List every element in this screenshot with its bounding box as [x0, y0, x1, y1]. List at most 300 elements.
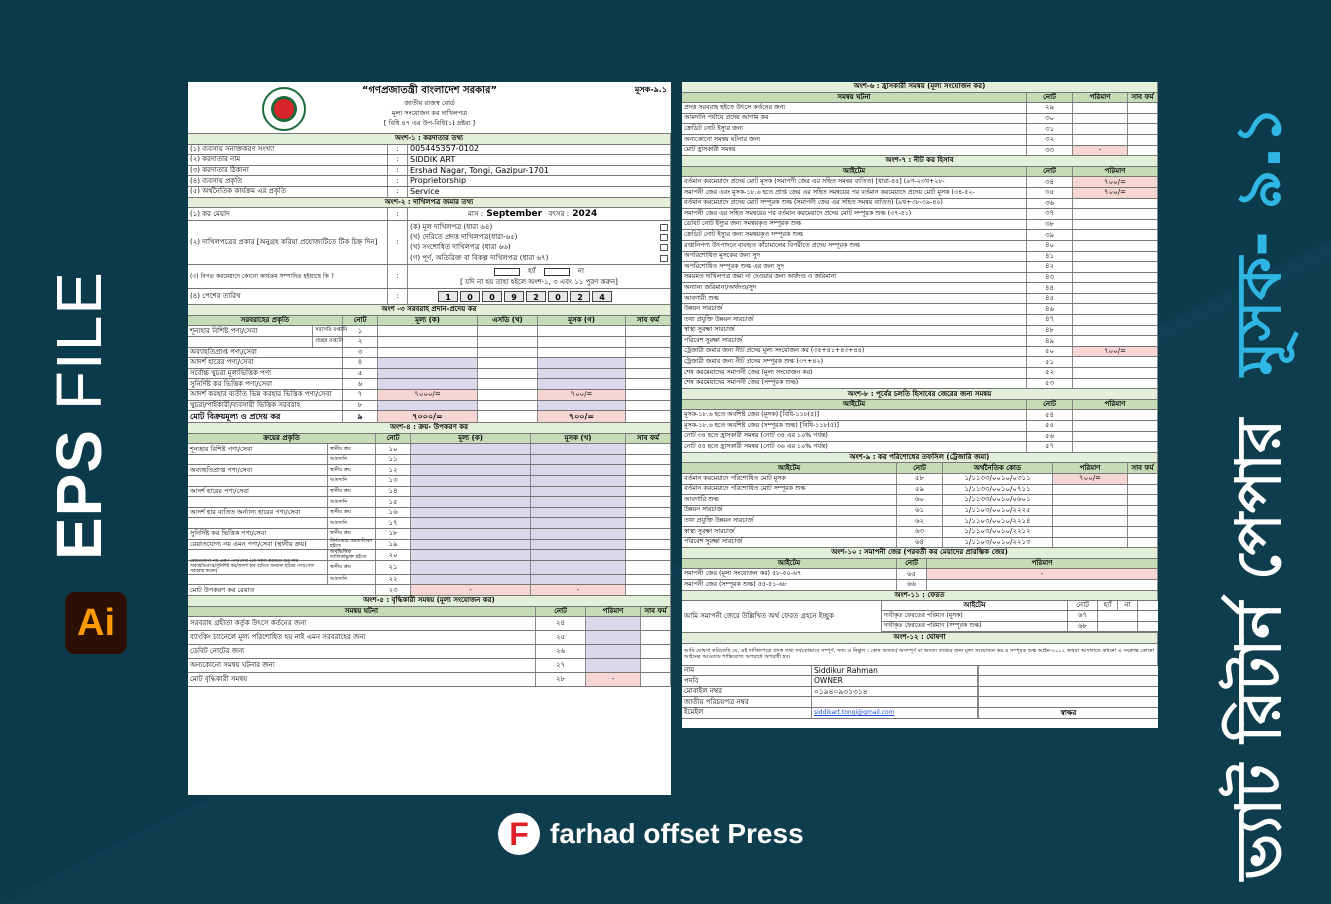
purchase-row	[188, 497, 671, 508]
vat-cell[interactable]: ৭০০/=	[538, 390, 626, 400]
subform-cell[interactable]	[626, 575, 671, 585]
subform-cell[interactable]	[626, 465, 671, 475]
note-number: ৫৪	[1027, 410, 1073, 420]
refund-item-header: আইটেম	[882, 601, 1068, 610]
treasury-payment-row	[682, 506, 1158, 517]
vat-cell[interactable]	[531, 508, 626, 518]
value-cell[interactable]	[378, 358, 478, 368]
illustrator-icon: Ai	[65, 592, 127, 654]
note-number: ৫২	[1027, 368, 1073, 378]
purchase-row	[188, 476, 671, 487]
column-header: পরিমাণ	[927, 559, 1158, 569]
treasury-payment-row	[682, 495, 1158, 506]
date-digit-box[interactable]: 0	[460, 291, 480, 302]
vat-cell[interactable]	[531, 465, 626, 475]
purchase-sub: স্থানীয় ক্রয়	[328, 465, 376, 475]
purchase-sub: স্থানীয় ক্রয়	[328, 508, 376, 518]
item-label: ট্রেজারী জমার জন্য নীট প্রদেয় সম্পূরক শুল্ক (৩৭+৪২)	[682, 357, 1027, 367]
note-number: ৫	[343, 369, 378, 379]
column-header: সরবরাহের প্রকৃতি	[188, 316, 343, 326]
subform-cell[interactable]	[641, 673, 671, 686]
subform-cell[interactable]	[641, 631, 671, 644]
value-cell[interactable]	[411, 476, 531, 486]
supply-row	[188, 401, 671, 412]
vat-cell[interactable]: ৭০০/=	[538, 411, 626, 422]
vat-cell[interactable]	[538, 326, 626, 336]
note-number: ৪২	[1027, 262, 1073, 272]
subform-cell[interactable]	[1128, 527, 1158, 537]
vat-cell[interactable]	[531, 497, 626, 507]
date-digit-box[interactable]: 4	[592, 291, 612, 302]
amount-cell[interactable]	[586, 631, 641, 644]
amount-cell[interactable]: ৭০০/=	[1073, 188, 1158, 198]
subform-cell[interactable]	[1128, 538, 1158, 548]
economic-code: ১/১১০৩/০০১০/২২১২	[943, 527, 1053, 537]
period-value: মাস : September বৎসর : 2024	[408, 208, 671, 220]
purchase-nature: রেয়াতযোগ্য নয় এরূপ পণ্য/সেবা (যে সকল করদাতা শুধু মাত্র অব্যাহতিপ্রাপ্ত/সুনির্দিষ্ট কর/আদর্শ হার ব্যতিত অন্যান্য হারের পণ্য/সেবা সরবরাহ করেন)	[188, 561, 328, 574]
vat-cell[interactable]	[538, 358, 626, 368]
amount-cell[interactable]	[1073, 368, 1158, 378]
vat-cell[interactable]	[531, 455, 626, 465]
brand	[498, 812, 804, 856]
adjustment-event: ডেবিট নোটের জন্য	[188, 645, 536, 658]
sd-cell[interactable]	[478, 401, 538, 411]
vat-cell[interactable]	[531, 540, 626, 550]
subform-cell[interactable]	[1128, 135, 1158, 145]
value-cell[interactable]	[411, 444, 531, 454]
amount-cell[interactable]	[1073, 410, 1158, 420]
checkbox[interactable]	[660, 224, 668, 231]
value-cell[interactable]	[378, 379, 478, 389]
amount-cell[interactable]: -	[1073, 146, 1128, 156]
item-label: আবগারি শুল্ক	[682, 495, 897, 505]
amount-cell[interactable]	[927, 580, 1158, 590]
field-label: (২) করদাতার নাম	[188, 155, 388, 165]
increasing-adjustment-row	[188, 659, 671, 673]
column-header: নোট	[1027, 167, 1073, 177]
note-number: ২২	[376, 575, 411, 585]
previous-balance-row	[682, 410, 1158, 421]
sd-cell[interactable]	[478, 411, 538, 422]
column-header: মূল্য (ক)	[378, 316, 478, 326]
date-digit-box[interactable]: 0	[482, 291, 502, 302]
purchase-nature: মোট উপকরণ কর রেয়াত	[188, 585, 376, 595]
amount-cell[interactable]	[1053, 527, 1128, 537]
refund-question: আমি সমাপনী জেরে উল্লিখিত অর্থ ফেরত গ্রহনে ইচ্ছুক	[682, 601, 882, 632]
column-header: নোট	[536, 607, 586, 617]
increasing-adjustment-row	[188, 631, 671, 645]
item-label: নোট ৩৪ হতে হ্রাসকারী সমন্বয় (নোট ৩৪ এর ১০% পর্যন্ত)	[682, 432, 1027, 442]
submission-date[interactable]	[408, 289, 671, 304]
date-digit-box[interactable]: 2	[570, 291, 590, 302]
value-cell[interactable]	[411, 540, 531, 550]
date-digit-box[interactable]: 2	[526, 291, 546, 302]
sd-cell[interactable]	[478, 337, 538, 347]
column-header: নোট	[897, 463, 943, 473]
item-label: ট্রেজারী জমার জন্য নীট প্রদেয় মূল্য সংযোজন কর (৩৫+৪১+৪৩+৪৪)	[682, 347, 1027, 357]
vat-cell[interactable]	[538, 379, 626, 389]
value-cell[interactable]	[378, 326, 478, 336]
net-tax-row	[682, 315, 1158, 326]
taxpayer-info-row	[188, 166, 671, 177]
note-number: ৪৭	[1027, 315, 1073, 325]
government-title: “গণপ্রজাতন্ত্রী বাংলাদেশ সরকার”	[361, 85, 498, 96]
declaration-value[interactable]	[812, 697, 978, 707]
note-number: ২৯	[1027, 103, 1073, 113]
note-number: ৪০	[1027, 241, 1073, 251]
vat-cell[interactable]	[538, 348, 626, 358]
note-number: ৩০	[1027, 114, 1073, 124]
return-type-label: (২) দাখিলপত্রের প্রকার [অনুগ্রহ করিয়া প্রযোজ্যটিতে টিক চিহ্ন দিন]	[188, 221, 388, 264]
declaration-label: মোবাইল নম্বর	[682, 687, 812, 697]
supply-row	[188, 390, 671, 401]
supply-row	[188, 337, 671, 348]
item-label: শেষ করমেয়াদের সমাপনী জের (মূল্য সংযোজন কর)	[682, 368, 1027, 378]
note-number: ৩৬	[1027, 199, 1073, 209]
declaration-value[interactable]: Siddikur Rahman	[812, 666, 978, 676]
amount-cell[interactable]	[1073, 379, 1158, 389]
amount-cell[interactable]	[1073, 421, 1158, 431]
column-header: আইটেম	[682, 559, 897, 569]
vat-cell[interactable]	[531, 561, 626, 574]
sd-cell[interactable]	[478, 358, 538, 368]
declaration-value[interactable]: siddikart.tongi@gmail.com	[812, 708, 978, 718]
section-8-title: অংশ-৮ : পূর্বের চলতি হিসাবের জেরের জন্য সমন্বয়	[682, 389, 1158, 399]
subform-cell[interactable]	[626, 561, 671, 574]
checkbox[interactable]	[660, 234, 668, 241]
column-header: নোট	[897, 559, 927, 569]
note-number: ৫৯	[897, 485, 943, 495]
eps-file-label: EPS FILE	[43, 271, 115, 560]
net-tax-row	[682, 209, 1158, 220]
value-cell[interactable]	[411, 487, 531, 497]
note-number: ১৮	[376, 529, 411, 539]
purchase-sub: স্থানীয় ক্রয়	[328, 487, 376, 497]
field-value[interactable]: 005445357-0102	[408, 145, 671, 155]
subform-cell[interactable]	[1128, 114, 1158, 124]
amount-cell[interactable]: -	[586, 673, 641, 686]
value-cell[interactable]	[378, 401, 478, 411]
declaration-value[interactable]: ০১৯৪০৯৩১৩১৪	[812, 687, 978, 697]
subform-cell[interactable]	[626, 476, 671, 486]
amount-cell[interactable]: -	[927, 569, 1158, 579]
subform-cell[interactable]	[626, 529, 671, 539]
note-number: ৯	[343, 411, 378, 422]
vat-cell[interactable]	[531, 550, 626, 560]
amount-cell[interactable]	[586, 617, 641, 630]
subform-cell[interactable]	[626, 540, 671, 550]
subform-cell[interactable]	[626, 508, 671, 518]
value-cell[interactable]	[411, 561, 531, 574]
note-number: ২৭	[536, 659, 586, 672]
amount-cell[interactable]: ৭০০/=	[1053, 474, 1128, 484]
value-cell[interactable]	[411, 465, 531, 475]
note-number: ৬৭	[1068, 611, 1098, 621]
purchase-row	[188, 508, 671, 519]
subform-cell[interactable]	[1128, 103, 1158, 113]
value-cell[interactable]	[378, 369, 478, 379]
amount-cell[interactable]	[1053, 485, 1128, 495]
subform-cell[interactable]	[626, 369, 671, 379]
increasing-adjustment-row	[188, 645, 671, 659]
refund-yes[interactable]: হ্যাঁ	[1098, 601, 1118, 610]
subform-cell[interactable]	[1128, 506, 1158, 516]
taxpayer-info-row	[188, 176, 671, 187]
subform-cell[interactable]	[1128, 495, 1158, 505]
section-1-title: অংশ-১ : করদাতার তথ্য	[188, 134, 671, 144]
amount-cell[interactable]	[1073, 357, 1158, 367]
net-tax-row	[682, 273, 1158, 284]
purchase-sub: স্থানীয় ক্রয়	[328, 444, 376, 454]
item-label: প্রদত্ত সরবরাহ হইতে উৎসে কর্তনের জন্য	[682, 103, 1027, 113]
supply-nature: আদর্শ হারের পণ্য/সেবা	[188, 358, 343, 368]
amount-cell[interactable]	[1073, 241, 1158, 251]
economic-code: ১/১১০৩/০০১০/২২১৩	[943, 538, 1053, 548]
return-title: মূল্য সংযোজন কর দাখিলপত্র	[391, 109, 468, 117]
checkbox[interactable]	[660, 244, 668, 251]
sd-cell[interactable]	[478, 369, 538, 379]
refund-note-header: নোট	[1068, 601, 1098, 610]
declaration-label: জাতীয় পরিচয়পত্র নম্বর	[682, 697, 812, 707]
subform-cell[interactable]	[641, 659, 671, 672]
increasing-adjustment-row	[188, 673, 671, 687]
colon: :	[388, 166, 408, 176]
subform-cell[interactable]	[626, 487, 671, 497]
vat-cell[interactable]	[531, 575, 626, 585]
form-header	[188, 82, 671, 134]
subform-cell[interactable]	[626, 337, 671, 347]
sd-cell[interactable]	[478, 390, 538, 400]
vat-cell[interactable]	[531, 444, 626, 454]
sd-cell[interactable]	[478, 379, 538, 389]
vat-cell[interactable]	[531, 487, 626, 497]
amount-cell[interactable]	[1073, 135, 1128, 145]
amount-cell[interactable]	[1073, 432, 1158, 442]
supply-nature: খুচরা/পাইকারী/ব্যবসায়ী ভিত্তিক সরবরাহ	[188, 401, 343, 411]
refund-amount[interactable]	[1098, 611, 1138, 621]
subform-cell[interactable]	[626, 358, 671, 368]
subform-cell[interactable]	[1128, 516, 1158, 526]
field-label: (৩) করদাতার ঠিকানা	[188, 166, 388, 176]
declaration-label: ইমেইল	[682, 708, 812, 718]
value-cell[interactable]	[411, 529, 531, 539]
vat-cell[interactable]	[538, 401, 626, 411]
subform-cell[interactable]	[626, 326, 671, 336]
supply-nature: আদর্শ করহার ব্যতীত ভিন্ন করহার ভিত্তিক পণ্য/সেবা	[188, 390, 343, 400]
note-number: ১৯	[376, 540, 411, 550]
supply-nature: অব্যাহতিপ্রাপ্ত পণ্য/সেবা	[188, 348, 343, 358]
submission-date-label: (৪) পেশের তারিখ	[188, 289, 388, 304]
vat-cell[interactable]	[531, 518, 626, 528]
vat-cell[interactable]: -	[531, 585, 626, 595]
subform-cell[interactable]	[1128, 485, 1158, 495]
purchase-nature: অব্যাহতিপ্রাপ্ত পণ্য/সেবা	[188, 465, 328, 475]
note-number: ৫৫	[1027, 421, 1073, 431]
note-number: ২	[343, 337, 378, 347]
field-label: (৫) অর্থনৈতিক কার্যক্রম এর প্রকৃতি	[188, 187, 388, 197]
column-header: নোট	[1027, 400, 1073, 410]
amount-cell[interactable]	[586, 645, 641, 658]
subform-cell[interactable]	[626, 390, 671, 400]
amount-cell[interactable]	[1073, 114, 1128, 124]
amount-cell[interactable]	[1073, 326, 1158, 336]
amount-cell[interactable]	[586, 659, 641, 672]
net-tax-row	[682, 283, 1158, 294]
declaration-label: নাম	[682, 666, 812, 676]
checkbox[interactable]	[660, 255, 668, 262]
amount-cell[interactable]	[1073, 273, 1158, 283]
column-header: আইটেম	[682, 463, 897, 473]
vat-cell[interactable]	[538, 369, 626, 379]
column-header: পরিমাণ	[1073, 167, 1158, 177]
column-header: সমন্বয় ঘটনা	[188, 607, 536, 617]
item-label: সমাপনী জের (সম্পূরক শুল্ক) ৫৫-৫১-৬৮	[682, 580, 897, 590]
vat-cell[interactable]	[531, 476, 626, 486]
subform-cell[interactable]	[626, 497, 671, 507]
amount-cell[interactable]	[1073, 209, 1158, 219]
amount-cell[interactable]	[1073, 304, 1158, 314]
vat-return-page-1: “গণপ্রজাতন্ত্রী বাংলাদেশ সরকার” জাতীয় রাজস্ব বোর্ড মূল্য সংযোজন কর দাখিলপত্র [ বিধি ৪৭ এর উপ-বিধি(১) দ্রষ্টব্য ] মূসক-৯.১ অংশ-১ : করদাতার তথ্য (১) ব্যবসায় সনাক্তকরণ সংখ্যা : 005445357-0102 (২) করদাতার নাম : SIDDIK ART (৩) করদাতার ঠিকানা : Ershad Nagar, Tongi, Gazipur-1701 (৪) ব্যবসায় প্রকৃতি : Proprietorship (৫) অর্থনৈতিক কার্যক্রম এর প্রকৃতি : Service অংশ-২ : দাখিলপত্র জমার তথ্য (১) কর মেয়াদ : মাস : September বৎসর : 2024 (২) দাখিলপত্রের প্রকার [অনুগ্রহ করিয়া প্রযোজ্যটিতে টিক চিহ্ন দিন] : (ক) মূল দাখিলপত্র (ধারা ৬৪) (খ) দেরিতে প্রদত্ত দাখিলপত্র(ধারা-৬৫) (খ) সংশোধিত দাখিলপত্র (ধারা ৬৬) (গ) পূর্ণ, অতিরিক্ত বা বিকল্প দাখিলপত্র (ধারা ৬৭) (৩) বিগত করমেয়াদে কোনো কার্যক্রম সম্পাদিত হইয়াছে কি ? : হ্যাঁ না [ যদি না হয় তাহা হইলে অংশ-১, ৩ এবং ১১ পুরণ করুন] (৪) পেশের তারিখ : 1 0 0 9 2 0 2 4 অংশ -৩ সরবরাহ প্রদান-প্রদেয় কর সরবরাহের প্রকৃতি নোট মূল্য (ক) এসডি (খ) মূসক (গ) সাব ফর্ম শূন্যহার বিশিষ্ট পণ্য/সেবা সরাসরি রপ্তানি ১ প্রচ্ছন্ন রপ্তানি ২ অব্যাহতিপ্রাপ্ত পণ্য/সেবা ৩ আদর্শ হারের পণ্য/সেবা ৪ সর্বোচ্চ খুচরা মূল্যভিত্তিক পণ্য ৫ সুনির্দিষ্ট কর ভিত্তিক পণ্য/সেবা ৬ আদর্শ করহার ব্যতীত ভিন্ন করহার ভিত্তিক পণ্য/সেবা ৭ ৭০০০/= ৭০০/= খুচরা/পাইকারী/ব্যবসায়ী ভিত্তিক সরবরাহ ৮ মোট বিক্রয়মূল্য ও প্রদেয় কর ৯ ৭০০০/= ৭০০/= অংশ-৪ : ক্রয়- উপকরণ কর ক্রয়ের প্রকৃতি নোট মূল্য (ক) মূসক (খ) সাব ফর্ম শূন্যহার বিশিষ্ট পণ্য/সেবা স্থানীয় ক্রয় ১০ আমদানি ১১ অব্যাহতিপ্রাপ্ত পণ্য/সেবা স্থানীয় ক্রয় ১২ আমদানি ১৩ আদর্শ হারের পণ্য/সেবা স্থানীয় ক্রয় ১৪ আমদানি ১৫ আদর্শ হার ব্যতিত অর্ন্যান্য হারের পণ্য/সেবা স্থানীয় ক্রয় ১৬ আমদানি ১৭ সুনির্দিষ্ট কর ভিত্তিক পণ্য/সেবা স্থানীয় ক্রয় ১৮ রেয়াতযোগ্য নয় এমন পণ্য/সেবা (স্থানীয় ক্রয়) টার্নওভার করতালিকা হইতে ১৯ অর্থভিত্তিক তালিকাভুক্ত হইতে ২০ রেয়াতযোগ্য নয় এরূপ পণ্য/সেবা (যে সকল করদাতা শুধু মাত্র অব্যাহতিপ্রাপ্ত/সুনির্দিষ্ট কর/আদর্শ হার ব্যতিত অন্যান্য হারের পণ্য/সেবা সরবরাহ করেন) স্থানীয় ক্রয় ২১ আমদানি ২২ মোট উপকরণ কর রেয়াত ২৩ - - অংশ-৫ : বৃদ্ধিকারী সমন্বয় (মূল্য সংযোজন কর) সমন্বয় ঘটনা নোট পরিমাণ সাব ফর্ম সরবরাহ গ্রহীতা কর্তৃক উৎসে কর্তনের জন্য ২৪ ব্যাংকিং চ্যানেলে মূল্য পরিশোধিত হয় নাই এমন সরবরাহের জন্য ২৫ ডেবিট নোটের জন্য ২৬ অন্যকোনো সমন্বয় ঘটনার জন্য ২৭ মোট বৃদ্ধিকারী সমন্বয় ২৮ -	[188, 82, 671, 795]
period-label: (১) কর মেয়াদ	[188, 208, 388, 220]
amount-cell[interactable]	[1073, 252, 1158, 262]
previous-activity-options: হ্যাঁ না [ যদি না হয় তাহা হইলে অংশ-১, ৩ এবং ১১ পুরণ করুন]	[408, 265, 671, 288]
note-number: ২৪	[536, 617, 586, 630]
note-number: ৪৬	[1027, 304, 1073, 314]
amount-cell[interactable]	[1073, 294, 1158, 304]
subform-cell[interactable]	[626, 379, 671, 389]
refund-row	[882, 611, 1158, 622]
subform-cell[interactable]	[626, 348, 671, 358]
value-cell[interactable]	[411, 518, 531, 528]
date-digit-box[interactable]: 1	[438, 291, 458, 302]
amount-cell[interactable]	[1053, 495, 1128, 505]
note-number: ৩৪	[1027, 177, 1073, 187]
subform-cell[interactable]	[641, 617, 671, 630]
net-tax-row	[682, 241, 1158, 252]
subform-cell[interactable]	[626, 411, 671, 422]
value-cell[interactable]	[411, 497, 531, 507]
field-value[interactable]: Proprietorship	[408, 176, 671, 186]
subform-cell[interactable]	[641, 645, 671, 658]
value-cell[interactable]	[411, 455, 531, 465]
note-number: ৬১	[897, 506, 943, 516]
treasury-payment-row	[682, 527, 1158, 538]
note-number: ৪৩	[1027, 273, 1073, 283]
vat-cell[interactable]	[538, 337, 626, 347]
amount-cell[interactable]: ৭০০/=	[1073, 347, 1158, 357]
item-label: মূসক-১৮.৬ হতে অবশিষ্ট জের (সম্পূরক শুল্ক) [বিধি-১১৮(৫)]	[682, 421, 1027, 431]
date-digit-box[interactable]: 0	[548, 291, 568, 302]
net-tax-row	[682, 252, 1158, 263]
amount-cell[interactable]	[1053, 506, 1128, 516]
amount-cell[interactable]	[1073, 283, 1158, 293]
date-digit-box[interactable]: 9	[504, 291, 524, 302]
net-tax-row	[682, 220, 1158, 231]
amount-cell[interactable]: ৭০০/=	[1073, 177, 1158, 187]
amount-cell[interactable]	[1073, 220, 1158, 230]
field-value[interactable]: Service	[408, 187, 671, 197]
subform-cell[interactable]	[626, 401, 671, 411]
amount-cell[interactable]	[1073, 230, 1158, 240]
item-label: অপরিশোধিত সম্পূরক শুল্ক এর জন্য সুদ	[682, 262, 1027, 272]
previous-balance-row	[682, 442, 1158, 453]
field-value[interactable]: Ershad Nagar, Tongi, Gazipur-1701	[408, 166, 671, 176]
note-number: ৬৪	[897, 538, 943, 548]
item-label: সমাপনী জের (মূল্য সংযোজন কর) ৫৮-৫০-৬৭	[682, 569, 897, 579]
taxpayer-info-row	[188, 187, 671, 198]
amount-cell[interactable]	[1073, 199, 1158, 209]
note-number: ১	[343, 326, 378, 336]
amount-cell[interactable]	[1073, 315, 1158, 325]
subform-cell[interactable]	[1128, 124, 1158, 134]
form-number: মূসক-৯.১	[634, 85, 667, 94]
sd-cell[interactable]	[478, 326, 538, 336]
amount-cell[interactable]	[1073, 103, 1128, 113]
purchase-row	[188, 455, 671, 466]
note-number: ৪৫	[1027, 294, 1073, 304]
amount-cell[interactable]	[1053, 516, 1128, 526]
value-cell[interactable]	[378, 337, 478, 347]
subform-cell[interactable]	[626, 550, 671, 560]
adjustment-event: সরবরাহ গ্রহীতা কর্তৃক উৎসে কর্তনের জন্য	[188, 617, 536, 630]
value-cell[interactable]	[411, 575, 531, 585]
net-tax-row	[682, 199, 1158, 210]
value-cell[interactable]: ৭০০০/=	[378, 390, 478, 400]
amount-cell[interactable]	[1073, 442, 1158, 452]
purchase-nature: আদর্শ হারের পণ্য/সেবা	[188, 487, 328, 497]
supply-sub: প্রচ্ছন্ন রপ্তানি	[313, 337, 343, 347]
sd-cell[interactable]	[478, 348, 538, 358]
note-number: ১৩	[376, 476, 411, 486]
value-cell[interactable]	[411, 550, 531, 560]
note-number: ৬২	[897, 516, 943, 526]
section-3-title: অংশ -৩ সরবরাহ প্রদান-প্রদেয় কর	[188, 305, 671, 315]
refund-no[interactable]: না	[1118, 601, 1138, 610]
amount-cell[interactable]	[1073, 124, 1128, 134]
amount-cell[interactable]	[1053, 538, 1128, 548]
subform-cell[interactable]	[626, 455, 671, 465]
value-cell[interactable]: -	[411, 585, 531, 595]
note-number: ৬০	[897, 495, 943, 505]
purchase-nature: আদর্শ হার ব্যতিত অর্ন্যান্য হারের পণ্য/সেবা	[188, 508, 328, 518]
closing-balance-row	[682, 580, 1158, 591]
note-number: ৭	[343, 390, 378, 400]
decreasing-adjustment-row	[682, 146, 1158, 157]
yes-box[interactable]	[494, 268, 520, 276]
declaration-value[interactable]: OWNER	[812, 676, 978, 686]
no-box[interactable]	[544, 268, 570, 276]
value-cell[interactable]: ৭০০০/=	[378, 411, 478, 422]
value-cell[interactable]	[378, 348, 478, 358]
note-number: ২৮	[536, 673, 586, 686]
refund-amount[interactable]	[1098, 622, 1138, 632]
amount-cell[interactable]	[1073, 262, 1158, 272]
amount-cell[interactable]	[1073, 336, 1158, 346]
subform-cell[interactable]	[626, 444, 671, 454]
subform-cell[interactable]	[626, 585, 671, 595]
subform-cell[interactable]	[1128, 146, 1158, 156]
vat-cell[interactable]	[531, 529, 626, 539]
section-2-title: অংশ-২ : দাখিলপত্র জমার তথ্য	[188, 198, 671, 208]
subform-cell[interactable]	[1128, 474, 1158, 484]
subform-cell[interactable]	[626, 518, 671, 528]
item-label: ক্রেডিট নোট ইস্যুর জন্য সমন্বয়কৃত সম্পূরক শুল্ক	[682, 230, 1027, 240]
signature-box[interactable]	[978, 666, 1158, 719]
item-label: বর্তমান করমেয়াদে প্রদেয় মোট সম্পূরক শুল্ক (সমাপনী জের এর সহিত সমন্বয় ব্যতিত) (৯খ+৩৮-৩৯-৪০)	[682, 199, 1027, 209]
value-cell[interactable]	[411, 508, 531, 518]
item-label: বর্তমান করমেয়াদে পরিশোধিত মোট সম্পূরক শুল্ক	[682, 485, 897, 495]
field-value[interactable]: SIDDIK ART	[408, 155, 671, 165]
